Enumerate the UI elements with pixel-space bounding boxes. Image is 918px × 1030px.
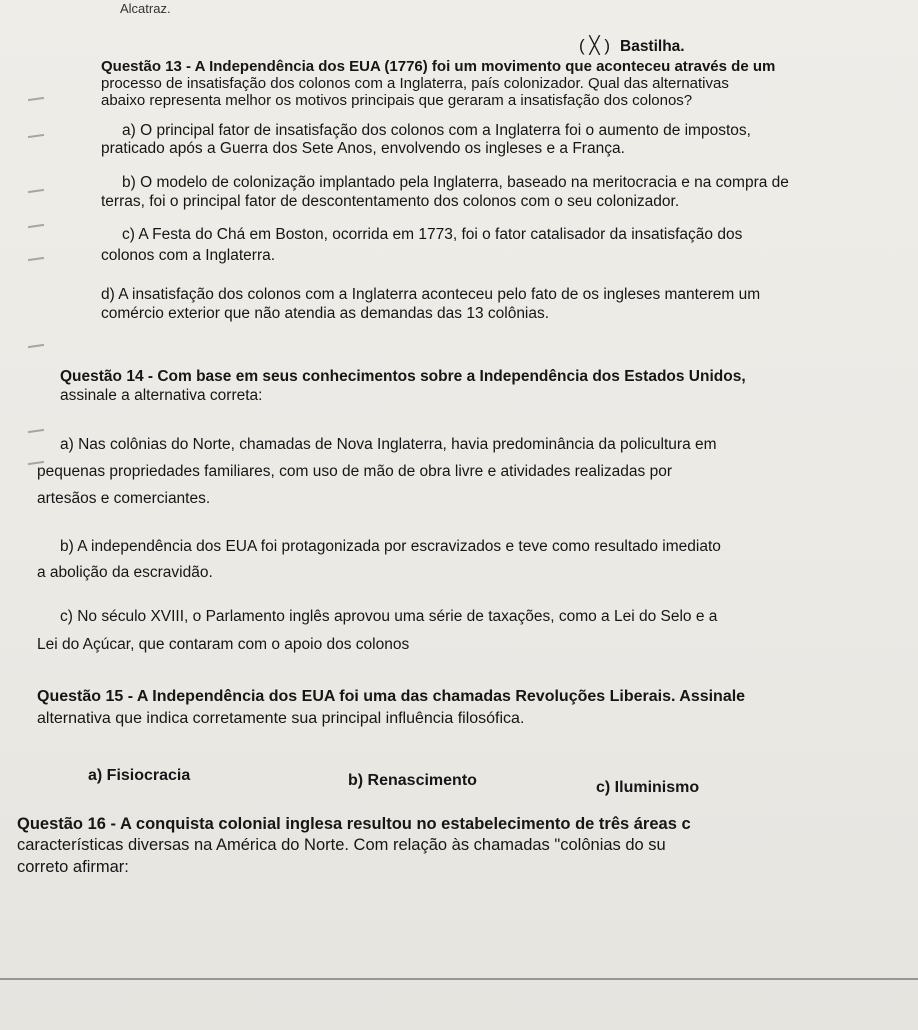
q13-option-c: c) A Festa do Chá em Boston, ocorrida em 1773, foi o fator catalisador da insatisfação dos (122, 226, 743, 243)
q14-line: Questão 14 - Com base em seus conhecimentos sobre a Independência dos Estados Unidos, (60, 368, 746, 385)
q15-line: alternativa que indica corretamente sua principal influência filosófica. (37, 710, 525, 727)
page-bottom-divider (0, 978, 918, 980)
q14-option-a: a) Nas colônias do Norte, chamadas de Nova Inglaterra, havia predominância da policultura em (60, 436, 717, 453)
q14-line: assinale a alternativa correta: (60, 387, 263, 404)
margin-mark (28, 344, 44, 348)
q15-option-b: b) Renascimento (348, 772, 477, 789)
q13-option-c: colonos com a Inglaterra. (101, 247, 276, 264)
check-mark: ( ╳ ) (579, 36, 611, 55)
q13-option-d: comércio exterior que não atendia as demandas das 13 colônias. (101, 305, 550, 322)
q14-option-a: artesãos e comerciantes. (37, 490, 211, 507)
margin-mark (28, 134, 44, 138)
q15-line: Questão 15 - A Independência dos EUA foi uma das chamadas Revoluções Liberais. Assinale (37, 688, 746, 705)
header-bastilha: Bastilha. (620, 38, 685, 55)
q16-line: Questão 16 - A conquista colonial inglesa resultou no estabelecimento de três áreas c (17, 815, 691, 833)
q13-option-b: terras, foi o principal fator de descontentamento dos colonos com o seu colonizador. (101, 193, 680, 210)
q13-option-a: a) O principal fator de insatisfação dos colonos com a Inglaterra foi o aumento de impostos, (122, 122, 751, 139)
q16-line: características diversas na América do Norte. Com relação às chamadas "colônias do su (17, 836, 666, 854)
header-top-left: Alcatraz. (120, 1, 171, 16)
margin-mark (28, 429, 44, 433)
q14-option-a: pequenas propriedades familiares, com uso de mão de obra livre e atividades realizadas por (37, 463, 673, 480)
margin-mark (28, 189, 44, 193)
q14-option-c: c) No século XVIII, o Parlamento inglês aprovou uma série de taxações, como a Lei do Selo e a (60, 608, 718, 625)
q13-option-d: d) A insatisfação dos colonos com a Inglaterra aconteceu pelo fato de os ingleses manterem um (101, 286, 761, 303)
margin-mark (28, 97, 44, 101)
q13-line: processo de insatisfação dos colonos com a Inglaterra, país colonizador. Qual das alternativas (101, 75, 729, 92)
margin-mark (28, 257, 44, 261)
q13-line: abaixo representa melhor os motivos principais que geraram a insatisfação dos colonos? (101, 92, 693, 109)
q13-option-b: b) O modelo de colonização implantado pela Inglaterra, baseado na meritocracia e na compra de (122, 174, 789, 191)
q13-option-a: praticado após a Guerra dos Sete Anos, envolvendo os ingleses e a França. (101, 140, 625, 157)
q16-line: correto afirmar: (17, 858, 129, 876)
margin-mark (28, 224, 44, 228)
q14-option-b: b) A independência dos EUA foi protagonizada por escravizados e teve como resultado imediato (60, 538, 721, 555)
q13-line: Questão 13 - A Independência dos EUA (1776) foi um movimento que aconteceu através de um (101, 58, 776, 75)
q14-option-c: Lei do Açúcar, que contaram com o apoio dos colonos (37, 636, 410, 653)
q15-option-a: a) Fisiocracia (88, 767, 191, 784)
q15-option-c: c) Iluminismo (596, 779, 700, 796)
q14-option-b: a abolição da escravidão. (37, 564, 213, 581)
